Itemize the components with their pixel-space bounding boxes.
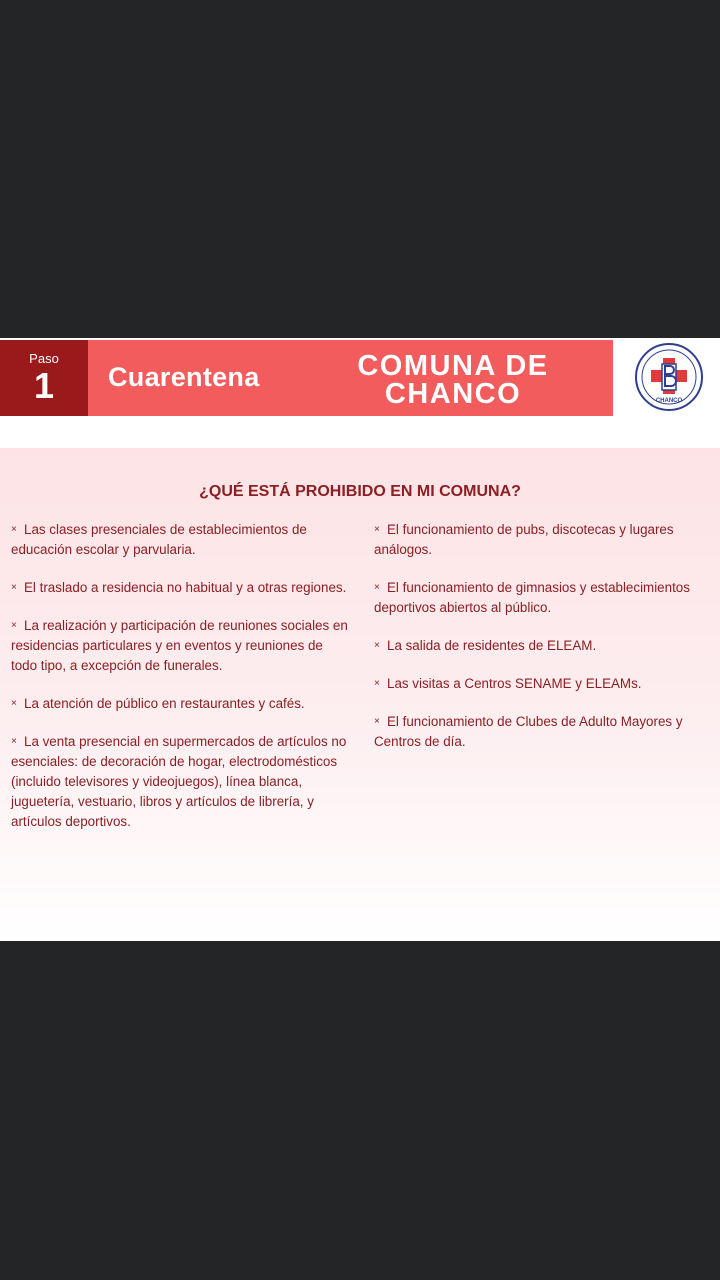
paso-label: Paso — [29, 351, 59, 366]
list-item — [11, 732, 349, 832]
item-text: Las visitas a Centros SENAME y ELEAMs. — [387, 676, 642, 691]
comuna-line-1: COMUNA DE — [357, 350, 549, 382]
list-item — [11, 520, 349, 560]
x-mark-icon: × — [11, 620, 17, 631]
list-item — [11, 694, 349, 714]
x-mark-icon: × — [374, 640, 380, 651]
logo-text: CHANCO — [655, 398, 683, 404]
item-text: El funcionamiento de gimnasios y establecimientos deportivos abiertos al público. — [374, 580, 690, 615]
item-text: La salida de residentes de ELEAM. — [387, 638, 597, 653]
card-header — [0, 338, 720, 418]
list-item — [374, 712, 710, 752]
list-item — [11, 578, 349, 598]
item-text: La atención de público en restaurantes y cafés. — [24, 696, 305, 711]
x-mark-icon: × — [11, 698, 17, 709]
item-text: La venta presencial en supermercados de artículos no esenciales: de decoración de hogar, electrodomésticos (incluido televisores y videojuegos), línea blanca, juguetería, vestuario, libros y artículos de librería, y artículos deportivos. — [11, 734, 347, 829]
item-text: El traslado a residencia no habitual y a otras regiones. — [24, 580, 347, 595]
x-mark-icon: × — [11, 582, 17, 593]
x-mark-icon: × — [11, 736, 17, 747]
left-list — [11, 520, 349, 850]
quarantine-card — [0, 338, 720, 941]
item-text: La realización y participación de reuniones sociales en residencias particulares y en eventos y reuniones de todo tipo, a excepción de funerales. — [11, 618, 348, 673]
item-text: Las clases presenciales de establecimientos de educación escolar y parvularia. — [11, 522, 307, 557]
paso-badge — [0, 340, 88, 416]
comuna-line-2: CHANCO — [384, 378, 522, 410]
comuna-title — [348, 352, 558, 408]
list-item — [374, 674, 710, 694]
phase-title: Cuarentena — [108, 362, 260, 392]
list-item — [374, 520, 710, 560]
list-item — [11, 616, 349, 676]
item-text: El funcionamiento de pubs, discotecas y lugares análogos. — [374, 522, 674, 557]
x-mark-icon: × — [374, 524, 380, 535]
list-item — [374, 636, 710, 656]
x-mark-icon: × — [11, 524, 17, 535]
paso-number: 1 — [33, 365, 55, 406]
item-text: El funcionamiento de Clubes de Adulto Mayores y Centros de día. — [374, 714, 683, 749]
x-mark-icon: × — [374, 678, 380, 689]
title-band — [88, 340, 613, 416]
prohibitions-section — [0, 448, 720, 941]
municipality-logo — [634, 342, 704, 412]
x-mark-icon: × — [374, 582, 380, 593]
list-item — [374, 578, 710, 618]
x-mark-icon: × — [374, 716, 380, 727]
section-question: ¿QUÉ ESTÁ PROHIBIDO EN MI COMUNA? — [199, 483, 521, 500]
right-list — [374, 520, 710, 770]
